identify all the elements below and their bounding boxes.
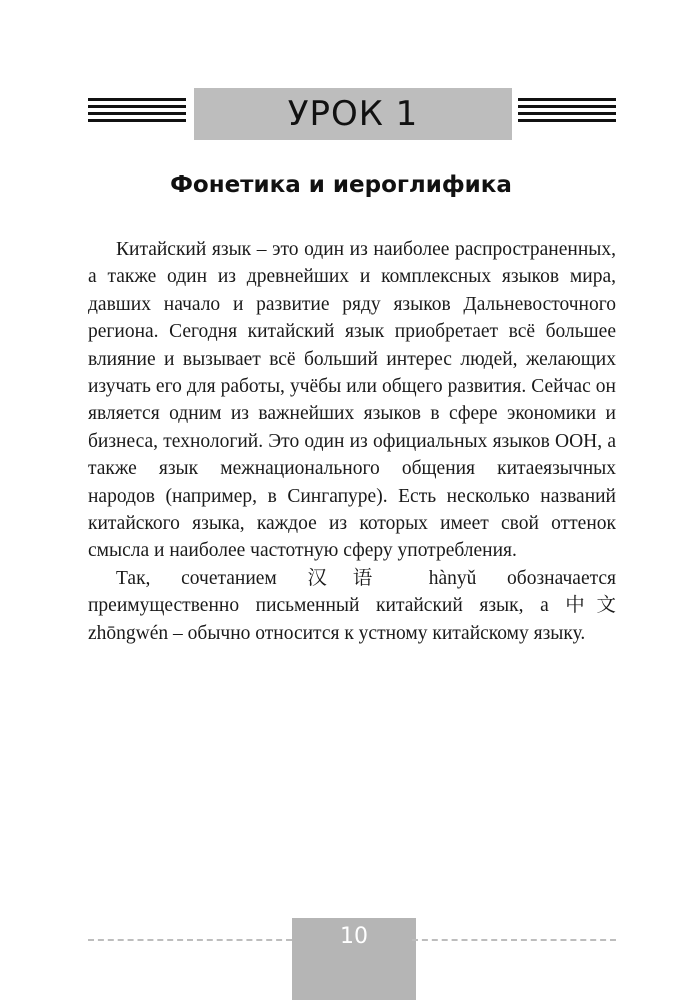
page-footer	[88, 918, 616, 960]
section-subtitle: Фонетика и иероглифика	[170, 172, 512, 198]
paragraph: Китайский язык – это один из наиболее распространенных, а также один из древнейших и комплексных языков мира, давших начало и развитие ряду языков Дальневосточного региона. Сегодня китайский язык приобретает всё большее влияние и вызывает всё больший интерес людей, желающих изучать его для работы, учёбы или общего развития. Сейчас он является одним из важнейших языков в сфере экономики и бизнеса, технологий. Это один из официальных языков ООН, а также язык межнационального общения китаеязычных народов (например, в Сингапуре). Есть несколько названий китайского языка, каждое из которых имеет свой оттенок смысла и наиболее частотную сферу употребления.	[88, 239, 616, 562]
lesson-header	[88, 88, 616, 140]
paragraph: Так, сочетанием 汉语 hànyǔ обозначается преимущественно письменный китайский язык, а 中文 zhōngwén – обычно относится к устному китайскому языку.	[88, 567, 616, 644]
lesson-title-box	[194, 88, 512, 140]
lesson-title: УРОК 1	[287, 94, 419, 134]
decorative-lines-left	[88, 98, 186, 130]
page-number: 10	[340, 924, 368, 949]
decorative-lines-right	[518, 98, 616, 130]
footer-divider-right	[412, 939, 616, 941]
body-text	[88, 236, 616, 647]
footer-divider-left	[88, 939, 292, 941]
page-number-box	[292, 918, 416, 1000]
